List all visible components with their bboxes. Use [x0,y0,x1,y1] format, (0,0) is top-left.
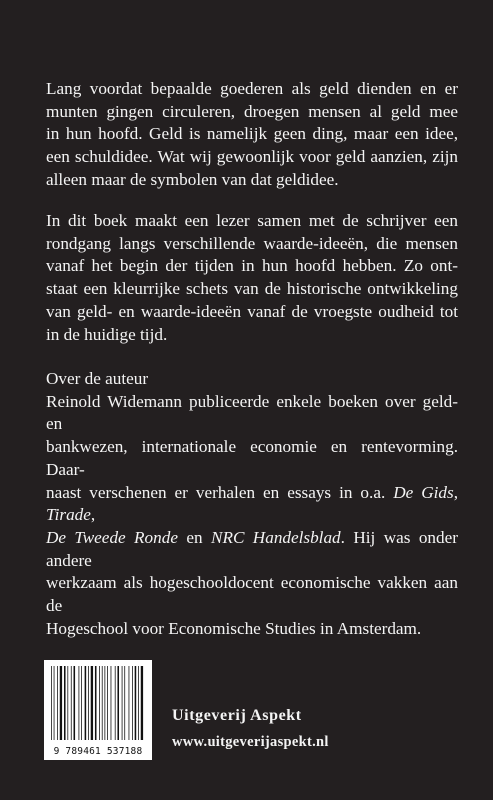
barcode-bar [141,666,143,740]
text-line: Reinold Widemann publiceerde enkele boeken over geld- en [46,391,458,434]
barcode-bar [54,666,55,740]
publisher-name: Uitgeverij Aspekt [172,707,302,724]
text-segment: , [90,505,96,525]
text-line: alleen maar de symbolen van dat geldidee. [46,169,339,189]
barcode-bar [67,666,68,740]
text-segment: naast verschenen er verhalen en essays in o.a. [46,482,394,502]
barcode-bar [85,666,87,740]
isbn-barcode [44,660,152,760]
barcode-bar [74,666,76,740]
barcode-bar [57,666,58,740]
about-author-section [46,368,458,640]
text-line: in de huidige tijd. [46,324,168,344]
barcode-bar [135,666,137,740]
text-line: bankwezen, internationale economie en rentevorming. Daar- [46,437,458,479]
description-paragraph-2 [46,210,458,346]
barcode-bar [129,666,130,740]
text-line: Hogeschool voor Economische Studies in Amsterdam. [46,618,422,638]
text-line: rondgang langs verschillende waarde-ideeën, die mensen [46,233,458,253]
text-line: werkzaam als hogeschooldocent economische vakken aan de [46,573,458,616]
text-line [46,527,458,572]
barcode-bar [71,666,72,740]
barcode-bar [81,666,82,740]
text-segment: . Hij was onder andere [46,527,458,570]
publisher-url[interactable]: www.uitgeverijaspekt.nl [172,734,329,750]
barcode-bar [138,666,139,740]
text-line: munten gingen circuleren, droegen mensen al geld mee [46,101,458,121]
barcode-bar [115,666,116,740]
text-line [46,482,458,527]
magazine-title-de-tweede-ronde: De Tweede Ronde [46,527,178,547]
text-line: In dit boek maakt een lezer samen met de schrijver een [46,211,458,230]
isbn-number: 9 789461 537188 [53,746,143,757]
text-segment: , [453,482,458,502]
barcode-bar [91,666,93,740]
text-line: een schuldidee. Wat wij gewoonlijk voor geld aanzien, zijn [46,147,458,167]
about-author-heading: Over de auteur [46,369,149,388]
barcode-bar [95,666,97,740]
text-line: staat een kleurrijke schets van de historische ontwikkeling [46,279,458,299]
barcode-bar [51,666,52,740]
text-segment: en [177,527,211,547]
barcode-bar [102,666,103,740]
barcode-bar [111,666,112,740]
description-paragraph-1 [46,78,458,192]
barcode-bar [132,666,133,740]
text-line: van geld- en waarde-ideeën vanaf de vroegste oudheid tot [46,301,458,321]
barcode-bar [99,666,100,740]
magazine-title-de-gids: De Gids [393,482,454,502]
barcode-bar [124,666,125,740]
barcode-bar [79,666,80,740]
barcode-bars-icon [49,666,147,740]
text-line: Lang voordat bepaalde goederen als geld dienden en er [46,79,458,98]
publisher-block [172,706,329,752]
barcode-bar [60,666,62,740]
magazine-title-tirade: Tirade [46,505,91,525]
barcode-bar [104,666,105,740]
barcode-bar [107,666,108,740]
barcode-bar [122,666,123,740]
text-line: vanaf het begin der tijden in hun hoofd hebben. Zo ont- [46,256,458,276]
barcode-bar [117,666,119,740]
newspaper-title-nrc: NRC Handelsblad [210,527,341,547]
barcode-bar [88,666,89,740]
barcode-bar [64,666,66,740]
text-line: in hun hoofd. Geld is namelijk geen ding, maar een idee, [46,124,458,144]
